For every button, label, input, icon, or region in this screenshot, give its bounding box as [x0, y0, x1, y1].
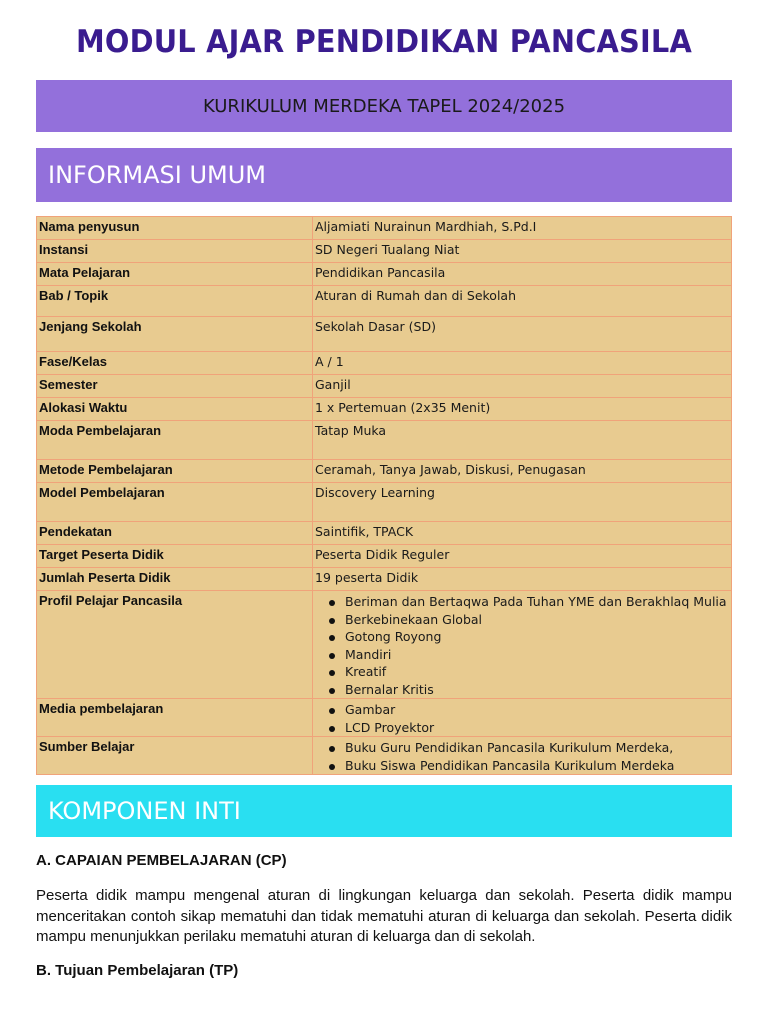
table-row-media: [37, 699, 732, 737]
table-row: [37, 263, 732, 286]
table-row: [37, 545, 732, 568]
info-table: [36, 216, 732, 775]
table-row-profil: [37, 591, 732, 699]
section-header-informasi-umum: INFORMASI UMUM: [36, 148, 732, 202]
sumber-list-cell: [313, 737, 732, 775]
row-label: Instansi: [37, 240, 313, 263]
row-value: Saintifik, TPACK: [313, 522, 732, 545]
row-label: Mata Pelajaran: [37, 263, 313, 286]
list-item: Gotong Royong: [327, 628, 729, 646]
table-row: [37, 398, 732, 421]
list-item: Kreatif: [327, 663, 729, 681]
row-value: Ceramah, Tanya Jawab, Diskusi, Penugasan: [313, 460, 732, 483]
section-header-komponen-inti: KOMPONEN INTI: [36, 785, 732, 837]
row-label: Model Pembelajaran: [37, 483, 313, 522]
document-title: MODUL AJAR PENDIDIKAN PANCASILA: [76, 24, 692, 60]
row-label: Profil Pelajar Pancasila: [37, 591, 313, 699]
list-item: Mandiri: [327, 646, 729, 664]
row-value: Peserta Didik Reguler: [313, 545, 732, 568]
row-value: Tatap Muka: [313, 421, 732, 460]
row-label: Moda Pembelajaran: [37, 421, 313, 460]
row-value: Discovery Learning: [313, 483, 732, 522]
table-row: [37, 286, 732, 317]
table-row: [37, 568, 732, 591]
media-list: [315, 701, 729, 736]
list-item: Buku Siswa Pendidikan Pancasila Kurikulum Merdeka: [327, 757, 729, 775]
row-label: Jenjang Sekolah: [37, 317, 313, 352]
table-row: [37, 375, 732, 398]
list-item: Buku Guru Pendidikan Pancasila Kurikulum Merdeka,: [327, 739, 729, 757]
list-item: LCD Proyektor: [327, 719, 729, 737]
row-label: Bab / Topik: [37, 286, 313, 317]
row-value: 19 peserta Didik: [313, 568, 732, 591]
list-item: Berkebinekaan Global: [327, 611, 729, 629]
row-label: Semester: [37, 375, 313, 398]
table-row-sumber: [37, 737, 732, 775]
cp-heading: A. CAPAIAN PEMBELAJARAN (CP): [36, 852, 287, 869]
media-list-cell: [313, 699, 732, 737]
row-label: Sumber Belajar: [37, 737, 313, 775]
table-row: [37, 352, 732, 375]
table-row: [37, 317, 732, 352]
table-row: [37, 483, 732, 522]
row-value: SD Negeri Tualang Niat: [313, 240, 732, 263]
table-row: [37, 240, 732, 263]
row-label: Pendekatan: [37, 522, 313, 545]
table-row: [37, 421, 732, 460]
row-label: Jumlah Peserta Didik: [37, 568, 313, 591]
profil-list: [315, 593, 729, 698]
row-value: Sekolah Dasar (SD): [313, 317, 732, 352]
cp-paragraph: Peserta didik mampu mengenal aturan di lingkungan keluarga dan sekolah. Peserta didik mampu menceritakan contoh sikap mematuhi dan tidak mematuhi aturan di keluarga dan sekolah. Peserta didik mampu menunjukkan perilaku mematuhi aturan di keluarga dan di sekolah.: [36, 887, 732, 945]
sumber-list: [315, 739, 729, 774]
row-value: Aljamiati Nurainun Mardhiah, S.Pd.I: [313, 217, 732, 240]
row-label: Nama penyusun: [37, 217, 313, 240]
row-value: A / 1: [313, 352, 732, 375]
tp-heading: B. Tujuan Pembelajaran (TP): [36, 962, 239, 979]
row-value: Ganjil: [313, 375, 732, 398]
row-label: Target Peserta Didik: [37, 545, 313, 568]
list-item: Bernalar Kritis: [327, 681, 729, 699]
row-label: Alokasi Waktu: [37, 398, 313, 421]
row-value: 1 x Pertemuan (2x35 Menit): [313, 398, 732, 421]
profil-list-cell: [313, 591, 732, 699]
row-label: Fase/Kelas: [37, 352, 313, 375]
row-label: Metode Pembelajaran: [37, 460, 313, 483]
curriculum-banner: KURIKULUM MERDEKA TAPEL 2024/2025: [36, 80, 732, 132]
row-value: Pendidikan Pancasila: [313, 263, 732, 286]
row-label: Media pembelajaran: [37, 699, 313, 737]
table-row: [37, 460, 732, 483]
list-item: Gambar: [327, 701, 729, 719]
table-row: [37, 217, 732, 240]
list-item: Beriman dan Bertaqwa Pada Tuhan YME dan Berakhlaq Mulia: [327, 593, 729, 611]
row-value: Aturan di Rumah dan di Sekolah: [313, 286, 732, 317]
table-row: [37, 522, 732, 545]
